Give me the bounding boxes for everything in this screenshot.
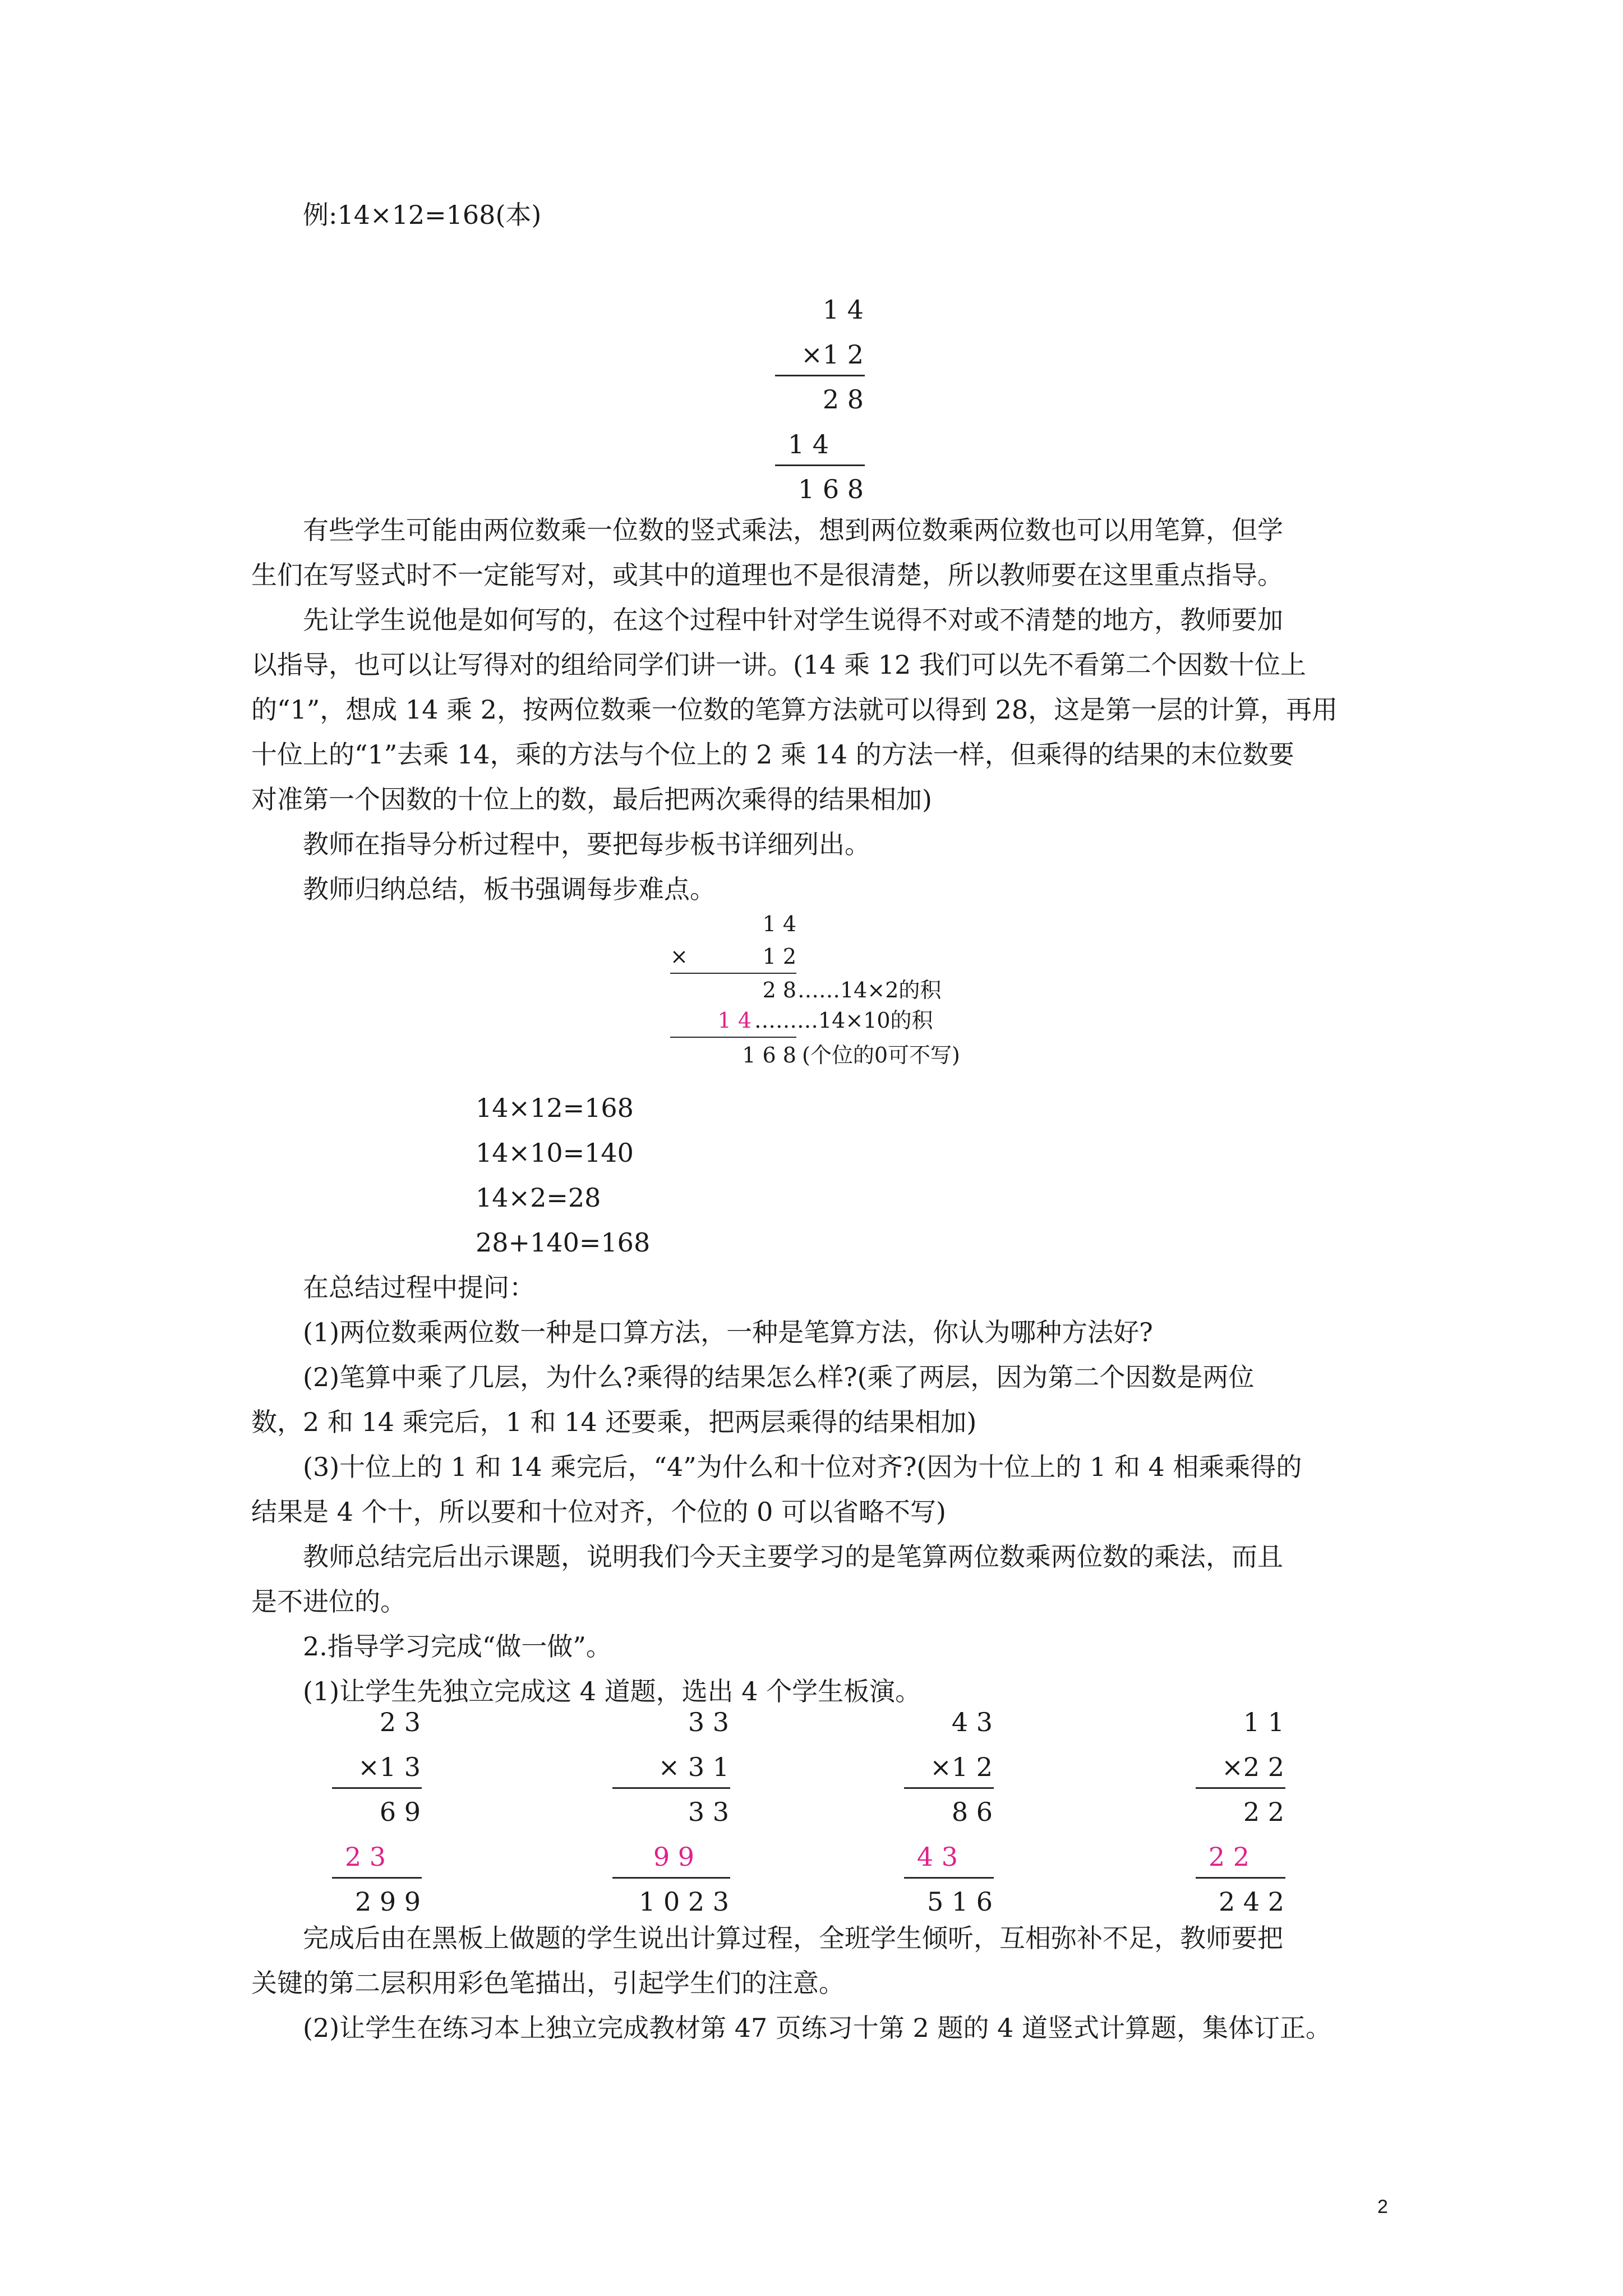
- exercise-row: 4 3: [916, 1842, 958, 1872]
- exercise-row: 2 2: [1243, 1797, 1284, 1827]
- equation: 14×10=140: [476, 1138, 634, 1168]
- paragraph-1: 有些学生可能由两位数乘一位数的竖式乘法，想到两位数乘两位数也可以用笔算，但学 生们在写竖式时不一定能写对，或其中的道理也不是很清楚，所以教师要在这里重点指导。: [251, 515, 1283, 590]
- exercise-rule: [1196, 1877, 1285, 1879]
- exercise-row: 5 1 6: [926, 1887, 993, 1917]
- calc2-rule-2: [670, 1037, 796, 1038]
- exercise-rule: [1196, 1787, 1285, 1789]
- question-1: (1)两位数乘两位数一种是口算方法，一种是笔算方法，你认为哪种方法好?: [303, 1317, 1153, 1347]
- exercise-row: 2 3: [379, 1707, 421, 1737]
- question-2: (2)笔算中乘了几层，为什么?乘得的结果怎么样?(乘了两层，因为第二个因数是两位: [303, 1362, 1255, 1392]
- calc2-row3-note: ……14×2的积: [797, 978, 942, 1002]
- calc1-row: ×1 2: [801, 339, 864, 370]
- step-2: 2.指导学习完成“做一做”。: [303, 1631, 612, 1662]
- exercise-row: 8 6: [951, 1797, 993, 1827]
- exercise-rule: [904, 1787, 994, 1789]
- calc2-row2: 1 2: [762, 944, 796, 969]
- example-line: 例:14×12=168(本): [303, 200, 542, 230]
- step-2-1: (1)让学生先独立完成这 4 道题，选出 4 个学生板演。: [303, 1676, 921, 1706]
- calc2-row1: 1 4: [762, 912, 796, 936]
- calc2-row4: 1 4: [717, 1008, 751, 1033]
- calc1-row: 2 8: [822, 384, 864, 415]
- exercise-row: 2 3: [344, 1842, 386, 1872]
- page-number: 2: [1377, 2196, 1388, 2217]
- equation: 14×2=28: [476, 1182, 601, 1213]
- exercise-row: 3 3: [688, 1707, 729, 1737]
- exercise-2: [611, 1700, 729, 1924]
- exercise-row: 2 2: [1208, 1842, 1249, 1872]
- paragraph-2: 先让学生说他是如何写的，在这个过程中针对学生说得不对或不清楚的地方，教师要加 以指导，也可以让写得对的组给同学们讲一讲。(14 乘 12 我们可以先不看第二个因数十位上 的“1”，想成 14 乘 2，按两位数乘一位数的笔算方法就可以得到 28，这是第一层的计算，再用 十位上的“1”去乘 14，乘的方法与个位上的 2 乘 14 的方法一样，但乘得的结果的末位数要 对准第一个因数的十位上的数，最后把两次乘得的结果相加): [251, 605, 1338, 815]
- exercise-4: [1195, 1700, 1284, 1924]
- exercise-row: ×1 2: [930, 1752, 993, 1782]
- paragraph-5: 教师总结完后出示课题，说明我们今天主要学习的是笔算两位数乘两位数的乘法，而且: [303, 1542, 1283, 1572]
- calc2-row3: 2 8: [762, 978, 796, 1002]
- step-2-2: (2)让学生在练习本上独立完成教材第 47 页练习十第 2 题的 4 道竖式计算题，集体订正。: [303, 2013, 1331, 2043]
- paragraph-3: 教师在指导分析过程中，要把每步板书详细列出。: [303, 829, 870, 859]
- exercise-rule: [904, 1877, 994, 1879]
- exercise-row: 6 9: [379, 1797, 421, 1827]
- calc1-row: 1 6 8: [797, 474, 864, 504]
- exercise-row: 4 3: [951, 1707, 993, 1737]
- vertical-calc-1: [774, 287, 864, 512]
- exercise-row: 2 4 2: [1218, 1887, 1284, 1917]
- exercise-rule: [332, 1877, 422, 1879]
- calc1-row: 1 4: [822, 295, 864, 325]
- exercise-row: 3 3: [688, 1797, 729, 1827]
- exercise-row: ×1 3: [358, 1752, 421, 1782]
- exercise-row: ×2 2: [1221, 1752, 1284, 1782]
- exercise-1: [331, 1700, 421, 1924]
- exercise-3: [903, 1700, 993, 1924]
- calc2-operator: ×: [670, 944, 688, 969]
- exercise-row: 1 0 2 3: [639, 1887, 729, 1917]
- exercise-rule: [612, 1877, 730, 1879]
- exercise-row: 2 9 9: [354, 1887, 421, 1917]
- equation: 14×12=168: [476, 1093, 634, 1123]
- equations: [476, 1085, 1597, 1265]
- calc1-rule-1: [775, 375, 865, 376]
- summary-intro: 在总结过程中提问：: [303, 1272, 535, 1303]
- exercise-row: × 3 1: [658, 1752, 729, 1782]
- exercise-rule: [332, 1787, 422, 1789]
- summary-section: 在总结过程中提问： (1)两位数乘两位数一种是口算方法，一种是笔算方法，你认为哪种方法好? (2)笔算中乘了几层，为什么?乘得的结果怎么样?(乘了两层，因为第二个因数是两位 数，2 和 14 乘完后，1 和 14 还要乘，把两层乘得的结果相加) (3)十位上的 1 和 14 乘完后，“4”为什么和十位对齐?(因为十位上的 1 和 4 相乘乘得的 结果是 4 个十，所以要和十位对齐，个位的 0 可以省略不写) 教师总结完后出示课题，说明我们今天主要学习的是笔算两位数乘两位数的乘法，而且 是不进位的。 2.指导学习完成“做一做”。 (1)让学生先独立完成这 4 道题，选出 4 个学生板演。: [251, 1265, 1373, 1714]
- exercise-rule: [612, 1787, 730, 1789]
- calc1-row: 1 4: [787, 429, 829, 459]
- exercise-row: 1 1: [1243, 1707, 1284, 1737]
- calc2-row5-note: (个位的0可不写): [802, 1043, 960, 1068]
- calc1-rule-2: [775, 464, 865, 466]
- equation: 28+140=168: [476, 1227, 651, 1258]
- paragraph-4: 教师归纳总结，板书强调每步难点。: [303, 874, 716, 904]
- question-3: (3)十位上的 1 和 14 乘完后，“4”为什么和十位对齐?(因为十位上的 1 和 4 相乘乘得的: [303, 1452, 1302, 1482]
- calc2-row4-note: ………14×10的积: [754, 1008, 933, 1033]
- calc2-row5: 1 6 8: [742, 1043, 796, 1068]
- paragraph-6: 完成后由在黑板上做题的学生说出计算过程，全班学生倾听，互相弥补不足，教师要把 关键的第二层积用彩色笔描出，引起学生们的注意。 (2)让学生在练习本上独立完成教材第 47 页练习十第 2 题的 4 道竖式计算题，集体订正。: [251, 1916, 1373, 2050]
- exercise-row: 9 9: [653, 1842, 694, 1872]
